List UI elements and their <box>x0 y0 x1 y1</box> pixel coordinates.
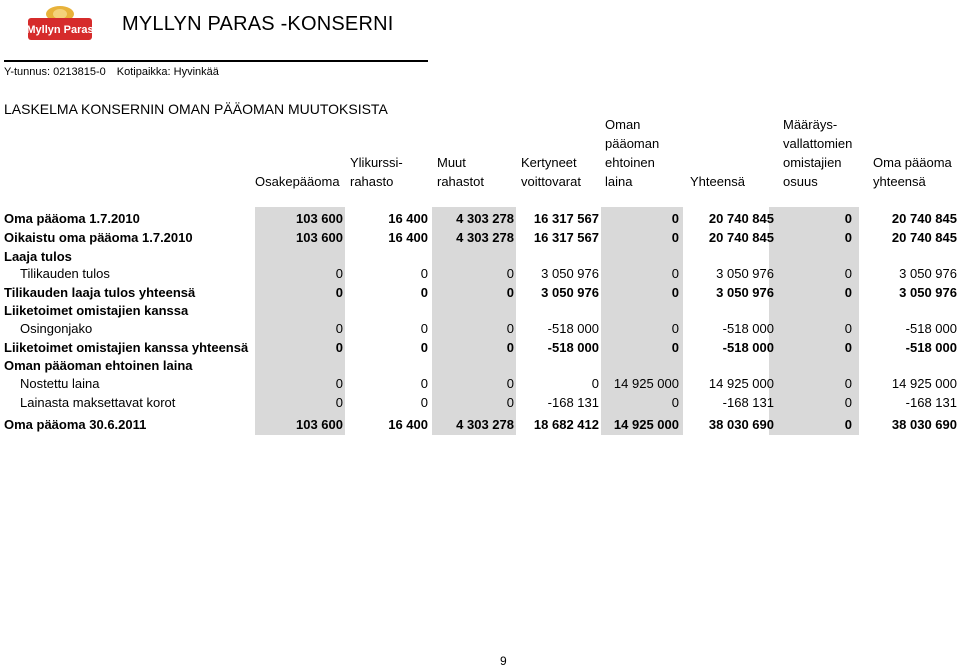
table-row <box>0 302 960 320</box>
cell-value: 0 <box>335 285 343 300</box>
cell-value: 16 400 <box>388 417 428 432</box>
domicile: Kotipaikka: Hyvinkää <box>116 66 219 78</box>
cell-value: 20 740 845 <box>891 230 957 245</box>
row-label: Nostettu laina <box>20 376 100 391</box>
col-header-maaraysvallattomien-osuus: Määräys- vallattomien omistajien osuus <box>783 117 853 189</box>
col-header-ylikurssirahasto: Ylikurssi- rahasto <box>350 155 403 189</box>
cell-value: 0 <box>671 285 679 300</box>
cell-value: 3 050 976 <box>541 266 599 281</box>
cell-value: -168 131 <box>547 395 599 410</box>
cell-value: 103 600 <box>296 417 343 432</box>
cell-value: 16 317 567 <box>533 211 599 226</box>
cell-value: 0 <box>671 321 679 336</box>
row-label: Liiketoimet omistajien kanssa yhteensä <box>4 340 249 355</box>
row-label: Oma pääoma 30.6.2011 <box>4 417 147 432</box>
cell-value: 3 050 976 <box>899 285 957 300</box>
cell-value: -518 000 <box>722 340 774 355</box>
cell-value: 0 <box>506 266 514 281</box>
cell-value: 0 <box>335 321 343 336</box>
cell-value: 0 <box>844 211 852 226</box>
header-rule <box>4 60 428 62</box>
cell-value: 3 050 976 <box>716 266 774 281</box>
cell-value: 0 <box>591 376 599 391</box>
cell-value: -518 000 <box>547 321 599 336</box>
statement-title: LASKELMA KONSERNIN OMAN PÄÄOMAN MUUTOKSISTA <box>4 101 388 117</box>
cell-value: 103 600 <box>296 211 343 226</box>
row-label: Oman pääoman ehtoinen laina <box>4 358 193 373</box>
cell-value: -168 131 <box>905 395 957 410</box>
cell-value: -168 131 <box>722 395 774 410</box>
cell-value: 14 925 000 <box>613 376 679 391</box>
company-logo <box>27 4 93 42</box>
cell-value: -518 000 <box>547 340 599 355</box>
cell-value: 14 925 000 <box>708 376 774 391</box>
logo-text: Myllyn Paras <box>27 24 93 36</box>
cell-value: 16 400 <box>388 211 428 226</box>
cell-value: 0 <box>671 211 679 226</box>
row-label: Lainasta maksettavat korot <box>20 395 176 410</box>
col-header-oman-paaoman-ehtoinen-laina: Oman pääoman ehtoinen laina <box>605 117 660 189</box>
cell-value: 3 050 976 <box>899 266 957 281</box>
row-label: Oikaistu oma pääoma 1.7.2010 <box>4 230 193 245</box>
col-header-kertyneet-voittovarat: Kertyneet voittovarat <box>521 155 581 189</box>
table-row <box>0 339 960 357</box>
row-label: Laaja tulos <box>4 249 72 264</box>
cell-value: 0 <box>844 285 852 300</box>
cell-value: 14 925 000 <box>613 417 679 432</box>
cell-value: 0 <box>420 321 428 336</box>
cell-value: 16 317 567 <box>533 230 599 245</box>
cell-value: 0 <box>420 395 428 410</box>
cell-value: 0 <box>844 321 852 336</box>
cell-value: 38 030 690 <box>708 417 774 432</box>
row-label: Oma pääoma 1.7.2010 <box>4 211 140 226</box>
cell-value: 4 303 278 <box>456 211 514 226</box>
table-row <box>0 416 960 434</box>
row-label: Liiketoimet omistajien kanssa <box>4 303 189 318</box>
cell-value: 4 303 278 <box>456 417 514 432</box>
cell-value: 0 <box>844 340 852 355</box>
cell-value: 0 <box>844 376 852 391</box>
cell-value: 4 303 278 <box>456 230 514 245</box>
col-header-yhteensa: Yhteensä <box>690 174 745 189</box>
row-label: Tilikauden laaja tulos yhteensä <box>4 285 196 300</box>
cell-value: -518 000 <box>905 340 957 355</box>
cell-value: -518 000 <box>722 321 774 336</box>
cell-value: 0 <box>506 395 514 410</box>
cell-value: 20 740 845 <box>891 211 957 226</box>
cell-value: 0 <box>844 266 852 281</box>
cell-value: 0 <box>671 230 679 245</box>
company-title: MYLLYN PARAS -KONSERNI <box>122 13 394 35</box>
cell-value: 0 <box>844 417 852 432</box>
table-row <box>0 320 960 338</box>
table-row <box>0 284 960 302</box>
col-header-osakepaaoma: Osakepääoma <box>255 174 340 189</box>
row-label: Osingonjako <box>20 321 93 336</box>
cell-value: 0 <box>335 376 343 391</box>
cell-value: 0 <box>506 376 514 391</box>
cell-value: 0 <box>420 376 428 391</box>
table-row <box>0 265 960 283</box>
table-row <box>0 210 960 228</box>
business-id: Y-tunnus: 0213815-0 <box>4 66 106 78</box>
cell-value: 0 <box>420 266 428 281</box>
cell-value: 0 <box>335 266 343 281</box>
table-row <box>0 248 960 266</box>
cell-value: 38 030 690 <box>891 417 957 432</box>
cell-value: 0 <box>671 395 679 410</box>
cell-value: 103 600 <box>296 230 343 245</box>
cell-value: 0 <box>335 395 343 410</box>
cell-value: 0 <box>420 285 428 300</box>
cell-value: 16 400 <box>388 230 428 245</box>
cell-value: 0 <box>420 340 428 355</box>
cell-value: 0 <box>844 230 852 245</box>
col-header-oma-paaoma-yhteensa: Oma pääoma yhteensä <box>873 155 952 189</box>
cell-value: 3 050 976 <box>541 285 599 300</box>
table-row <box>0 375 960 393</box>
cell-value: 14 925 000 <box>891 376 957 391</box>
table-row <box>0 394 960 412</box>
cell-value: 0 <box>671 266 679 281</box>
cell-value: 0 <box>506 340 514 355</box>
cell-value: 18 682 412 <box>533 417 599 432</box>
page-number: 9 <box>500 654 507 668</box>
table-row <box>0 229 960 247</box>
cell-value: 3 050 976 <box>716 285 774 300</box>
cell-value: 20 740 845 <box>708 211 774 226</box>
row-label: Tilikauden tulos <box>20 266 110 281</box>
cell-value: 20 740 845 <box>708 230 774 245</box>
cell-value: 0 <box>671 340 679 355</box>
cell-value: 0 <box>506 321 514 336</box>
table-row <box>0 357 960 375</box>
cell-value: 0 <box>506 285 514 300</box>
cell-value: 0 <box>335 340 343 355</box>
company-id-line <box>4 66 219 78</box>
col-header-muut-rahastot: Muut rahastot <box>437 155 484 189</box>
cell-value: 0 <box>844 395 852 410</box>
cell-value: -518 000 <box>905 321 957 336</box>
